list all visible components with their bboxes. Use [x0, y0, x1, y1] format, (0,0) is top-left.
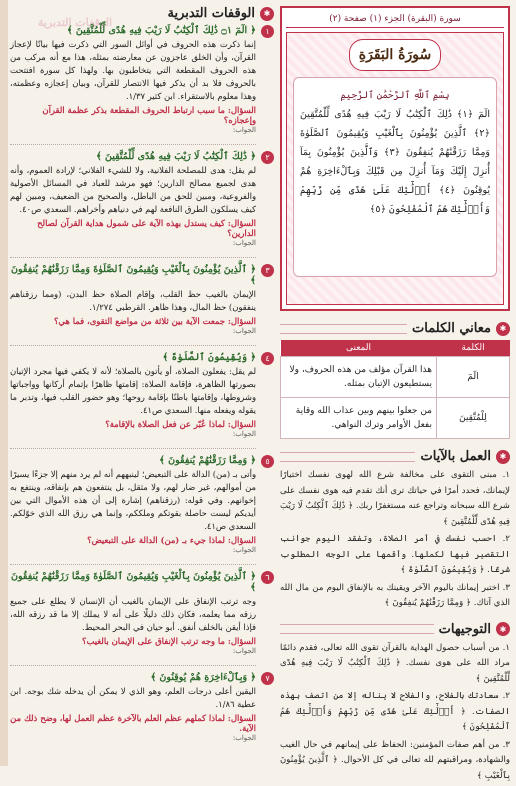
- quran-verses: [293, 77, 497, 277]
- word-meanings-table: [280, 340, 510, 439]
- mushaf-decorated-border: [286, 32, 504, 305]
- answer-label: الجواب:: [232, 239, 256, 247]
- star-icon: ✱: [496, 622, 510, 636]
- question: السؤال: لماذا كملهم عظم العلم بالآخرة عظم العمل لها، وضح ذلك من الآية.: [10, 713, 256, 733]
- star-icon: ✱: [496, 450, 510, 464]
- answer-label: الجواب:: [232, 327, 256, 335]
- reflection-item: [10, 25, 274, 145]
- answer-label: الجواب:: [232, 430, 256, 438]
- item-number: ٧: [261, 672, 274, 685]
- reflection-item: [10, 352, 274, 449]
- action-list: [280, 468, 510, 612]
- item-number: ٥: [261, 455, 274, 468]
- meaning-cell: هذا القرآن مؤلف من هذه الحروف، ولا يستطيعون الإتيان بمثله.: [281, 357, 437, 398]
- answer-line[interactable]: [10, 134, 256, 145]
- reflection-item: [10, 455, 274, 565]
- sura-title: سُورَةُ البَقَرَةِ: [349, 39, 441, 71]
- question: السؤال: ما وجه ترتب الإنفاق على الإيمان بالغيب؟: [82, 636, 256, 646]
- reflection-item: [10, 672, 274, 742]
- list-item: ٣. اختبر إيمانك باليوم الآخر ويقينك به بالإنفاق اليوم من مال الله الذي آتاك. ﴿ وَمِمَّا رَزَقْنَٰهُمْ يُنفِقُونَ ﴾: [280, 582, 510, 608]
- answer-line[interactable]: [10, 655, 256, 666]
- star-icon: ✱: [260, 7, 274, 21]
- reflection-text: وجه ترتب الإنفاق على الإيمان بالغيب أن الإنسان لا يطلع على جميع رزقه مما يعلمه، فكان ذلك دليلًا على أنه لا يملك إلا ما قد رزقه الله، فإذا أيقن بالخلف أنفق. أبو حيان في البحر المحيط.: [10, 596, 256, 632]
- reflection-text: لم يقل: يفعلون الصلاة، أو يأتون بالصلاة؛ لأنه لا يكفي فيها مجرد الإتيان بصورتها الظاهرة، فإقامة الصلاة: إقامتها ظاهرًا بإتمام أركانها وواجباتها وشروطها، وإقامتها باطنًا بإقامة روحها؛ وهو حضور القلب فيها، وتدبر ما يقوله ويفعله منها. السعدي ص٤١.: [10, 366, 256, 415]
- guide-list: [280, 641, 510, 785]
- reflection-item: [10, 264, 274, 346]
- reflection-item: [10, 571, 274, 666]
- star-icon: ✱: [496, 322, 510, 336]
- ayah: ﴿ وَبِٱلْءَاخِرَةِ هُمْ يُوقِنُونَ ﴾: [150, 672, 256, 683]
- question: السؤال: ما سبب ارتباط الحروف المقطعة بذكر عظمة القرآن وإعجازه؟: [42, 105, 256, 125]
- list-item: ٢. سعادتك بالفلاح، والفلاح لا يناله إلا من اتصف بهذه الصفات. ﴿ أُو۟لَٰٓئِكَ عَلَىٰ هُدًى مِّن رَّبِّهِمْ وَأُو۟لَٰٓئِكَ هُمُ ٱلْمُفْلِحُونَ ﴾: [280, 691, 510, 732]
- mushaf-frame: [280, 6, 510, 311]
- answer-label: الجواب:: [232, 734, 256, 742]
- ayah: ﴿ ٱلَّذِينَ يُؤْمِنُونَ بِٱلْغَيْبِ وَيُقِيمُونَ ٱلصَّلَوٰةَ وَمِمَّا رَزَقْنَٰهُمْ يُنفِقُونَ ﴾: [11, 264, 256, 286]
- meanings-title: معاني الكلمات: [412, 321, 491, 336]
- ayah: ﴿ ٱلَّذِينَ يُؤْمِنُونَ بِٱلْغَيْبِ وَيُقِيمُونَ ٱلصَّلَوٰةَ وَمِمَّا رَزَقْنَٰهُمْ يُنفِقُونَ ﴾: [11, 571, 256, 593]
- word-cell: لِلْمُتَّقِينَ: [437, 398, 510, 439]
- divider: [280, 452, 415, 462]
- reflection-text: اليقين أعلى درجات العلم، وهو الذي لا يمكن أن يدخله شك بوجه. ابن عطية ١/٨٦.: [10, 686, 256, 709]
- ghost-title: الوقفات التدبرية: [37, 16, 112, 29]
- action-title: العمل بالآيات: [420, 449, 491, 464]
- question: السؤال: جمعت الآية بين ثلاثة من مواضع التقوى، فما هي؟: [53, 316, 256, 326]
- col-meaning: المعنى: [281, 340, 437, 357]
- divider: [280, 324, 407, 334]
- guide-title: التوجيهات: [438, 621, 491, 637]
- guide-header: [280, 622, 510, 637]
- page-edge: [0, 0, 8, 766]
- question: السؤال: لماذا جيء بـ (من) الدالة على التبعيض؟: [87, 535, 256, 545]
- ayah: ﴿ الٓمٓ ۝١ ذَٰلِكَ ٱلْكِتَٰبُ لَا رَيْبَ فِيهِ هُدًى لِّلْمُتَّقِينَ ﴾: [67, 25, 256, 36]
- table-row: [281, 357, 510, 398]
- list-item: ٢. احسب نفسك في أمر الصلاة، وتفقد اليوم جوانب التقصير فيها لكملها. وأقمها على الوجه المطلوب شرعًا. ﴿ وَيُقِيمُونَ ٱلصَّلَوٰةَ ﴾: [280, 534, 510, 575]
- frame-header: سورة (البقرة) الجزء (١) صفحة (٢): [286, 12, 504, 28]
- reflection-item: [10, 151, 274, 258]
- left-column: [10, 6, 274, 748]
- list-item: ٣. من أهم صفات المؤمنين: الحفاظ على إيمانهم في حال الغيب والشهادة، ومراقبتهم لله تعالى في كل الأحوال. ﴿ ٱلَّذِينَ يُؤْمِنُونَ بِٱلْغَيْبِ ﴾: [280, 739, 510, 781]
- basmala: بِسْمِ ٱللَّهِ ٱلرَّحْمَٰنِ ٱلرَّحِيمِ: [340, 90, 450, 101]
- ayah: ﴿ وَمِمَّا رَزَقْنَٰهُمْ يُنفِقُونَ ﴾: [159, 455, 256, 466]
- answer-line[interactable]: [10, 247, 256, 258]
- item-number: ٣: [261, 264, 274, 277]
- item-number: ٤: [261, 352, 274, 365]
- meanings-header: [280, 321, 510, 336]
- reflections-title: الوقفات التدبرية: [167, 6, 255, 21]
- item-number: ٦: [261, 571, 274, 584]
- action-header: [280, 449, 510, 464]
- list-item: ١. مبنى التقوى على مخالفة شرع الله لهوى نفسك اختيارًا لإيمانك، فحدد أمرًا في حياتك ترى أنك تقدم فيه هوى نفسك على شرع الله سبحانه وتراجع عنه مستغفرًا ربك. ﴿ ذَٰلِكَ ٱلْكِتَٰبُ لَا رَيْبَ فِيهِ هُدًى لِّلْمُتَّقِينَ ﴾: [280, 470, 510, 527]
- ayah: ﴿ ذَٰلِكَ ٱلْكِتَٰبُ لَا رَيْبَ فِيهِ هُدًى لِّلْمُتَّقِينَ ﴾: [96, 151, 256, 162]
- reflection-text: وأتى بـ (من) الدالة على التبعيض؛ لينبههم أنه لم يرد منهم إلا جزءًا يسيرًا من أموالهم، غير ضار لهم، ولا مثقل، بل ينتفعون هم بإنفاقه، وينتفع به إخوانهم. وفي قوله: (رزقناهم) إشارة إلى أن هذه الأموال التي بين أيديكم ليست حاصلة بقوتكم وملككم، وإنما هي رزق الله الذي خوّلكم. السعدي ص٤١.: [10, 469, 256, 531]
- answer-label: الجواب:: [232, 647, 256, 655]
- answer-label: الجواب:: [232, 546, 256, 554]
- table-row: [281, 398, 510, 439]
- answer-line[interactable]: [10, 438, 256, 449]
- verses-text: الٓمٓ ﴿١﴾ ذَٰلِكَ ٱلْكِتَٰبُ لَا رَيْبَ فِيهِ هُدًى لِّلْمُتَّقِينَ ﴿٢﴾ ٱلَّذِينَ يُؤْمِنُونَ بِٱلْغَيْبِ وَيُقِيمُونَ ٱلصَّلَوٰةَ وَمِمَّا رَزَقْنَٰهُمْ يُنفِقُونَ ﴿٣﴾ وَٱلَّذِينَ يُؤْمِنُونَ بِمَآ أُنزِلَ إِلَيْكَ وَمَآ أُنزِلَ مِن قَبْلِكَ وَبِٱلْءَاخِرَةِ هُمْ يُوقِنُونَ ﴿٤﴾ أُو۟لَٰٓئِكَ عَلَىٰ هُدًى مِّن رَّبِّهِمْ وَأُو۟لَٰٓئِكَ هُمُ ٱلْمُفْلِحُونَ ﴿٥﴾: [300, 109, 491, 215]
- meaning-cell: من جعلوا بينهم وبين عذاب الله وقاية بفعل الأوامر وترك النواهي.: [281, 398, 437, 439]
- reflection-text: لم يقل: هدى للمصلحة الفلانية، ولا للشيء الفلاني؛ لإرادة العموم، وأنه هدى لجميع مصالح الدارين؛ فهو مرشد للعباد في المسائل الأصولية والفروعية، ومبين للحق من الباطل، والصحيح من الضعيف، ومبين لهم كيف يسلكون الطرق النافعة لهم في دنياهم وأخراهم. السعدي ص٤٠.: [10, 165, 256, 214]
- question: السؤال: لماذا عُبّر عن فعل الصلاة بالإقامة؟: [105, 419, 256, 429]
- right-column: [280, 6, 510, 786]
- item-number: ١: [261, 25, 274, 38]
- item-number: ٢: [261, 151, 274, 164]
- answer-line[interactable]: [10, 554, 256, 565]
- col-word: الكلمة: [437, 340, 510, 357]
- answer-label: الجواب:: [232, 126, 256, 134]
- list-item: ١. من أسباب حصول الهداية بالقرآن تقوى الله تعالى، فقدم دائمًا مراد الله على هوى نفسك. ﴿ ذَٰلِكَ ٱلْكِتَٰبُ لَا رَيْبَ فِيهِ هُدًى لِّلْمُتَّقِينَ ﴾: [280, 642, 510, 684]
- question: السؤال: كيف يستدل بهذه الآية على شمول هداية القرآن لصالح الدارين؟: [37, 218, 256, 238]
- reflection-text: الإيمان بالغيب حظ القلب، وإقام الصلاة حظ البدن، (ومما رزقناهم ينفقون) حظ المال، وهذا ظاهر. القرطبي ١/٢٧٤.: [10, 289, 256, 312]
- divider: [280, 624, 434, 634]
- answer-line[interactable]: [10, 335, 256, 346]
- ayah: ﴿ وَيُقِيمُونَ ٱلصَّلَوٰةَ ﴾: [162, 352, 256, 363]
- reflection-text: إنما ذكرت هذه الحروف في أوائل السور التي ذكرت فيها بيانًا لإعجاز القرآن، وأن الخلق عاجزون عن معارضته بمثله، هذا مع أنه مركب من هذه الحروف المقطعة التي يتخاطبون بها. ولهذا كل سورة افتتحت بالحروف فلا بد أن يذكر فيها الانتصار للقرآن، وبيان إعجازه وعظمته، وهذا معلوم بالاستقراء. ابن كثير ١/٣٧.: [10, 39, 256, 101]
- word-cell: الٓمٓ: [437, 357, 510, 398]
